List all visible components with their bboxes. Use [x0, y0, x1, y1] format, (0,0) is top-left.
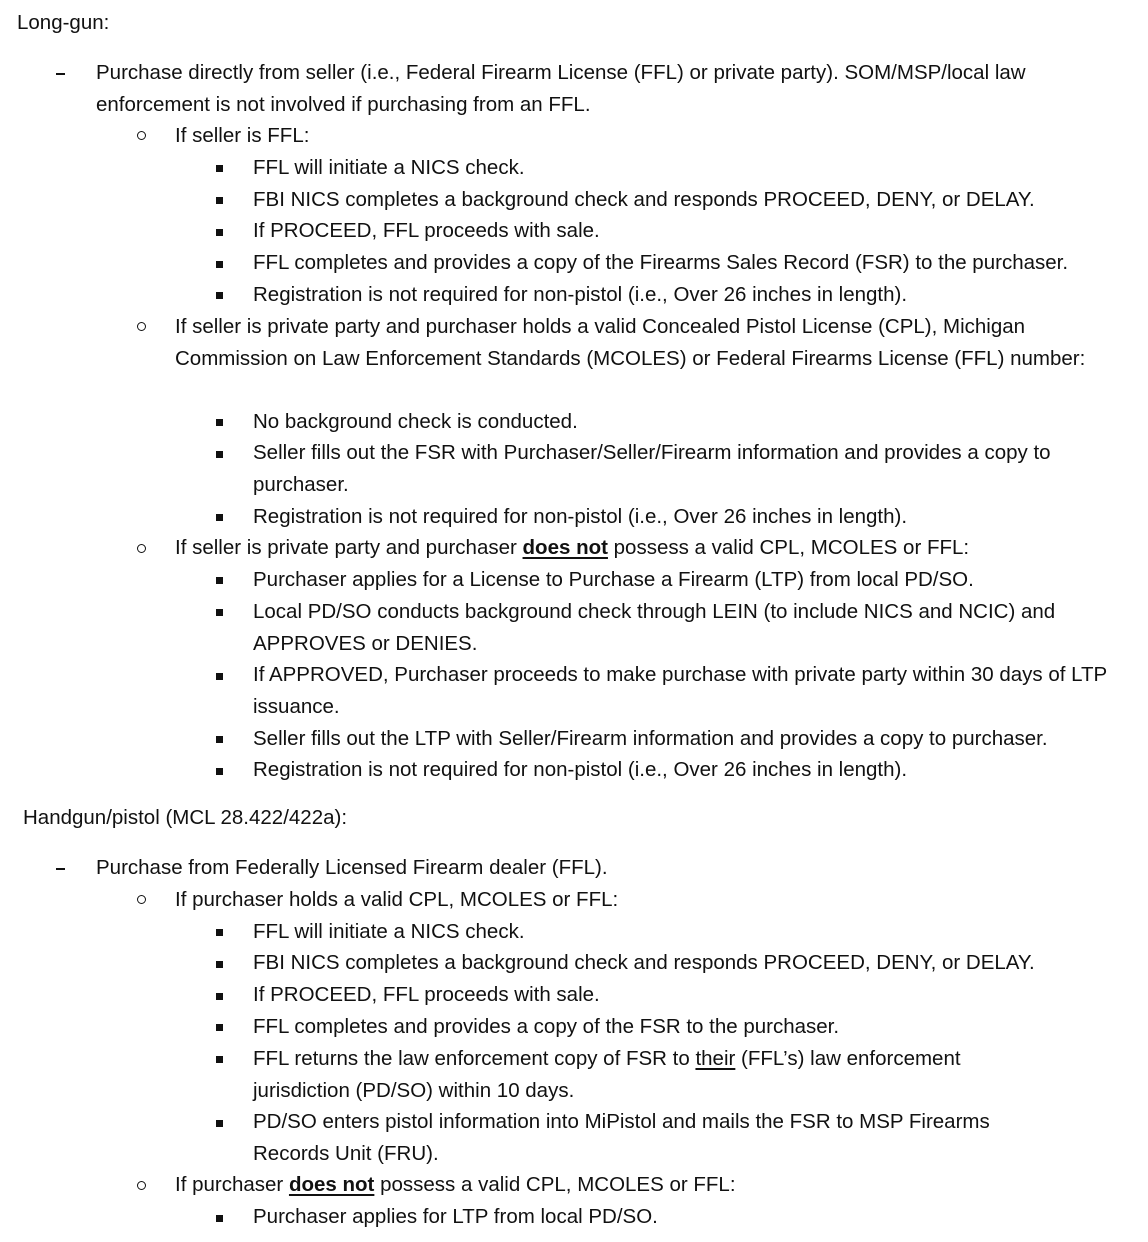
list-item: Local PD/SO conducts background check through LEIN (to include NICS and NCIC) and APPROVES or DENIES. — [253, 600, 1056, 655]
circle-bullet — [137, 895, 146, 904]
square-bullet — [216, 673, 223, 680]
list-item: FBI NICS completes a background check and responds PROCEED, DENY, or DELAY. — [253, 951, 1035, 974]
square-bullet — [216, 961, 223, 968]
square-bullet — [216, 609, 223, 616]
long-gun-heading: Long-gun: — [17, 11, 110, 34]
square-bullet — [216, 929, 223, 936]
square-bullet — [216, 419, 223, 426]
square-bullet — [216, 577, 223, 584]
handgun-purchase-text: Purchase from Federally Licensed Firearm dealer (FFL). — [96, 856, 608, 879]
list-item: No background check is conducted. — [253, 410, 578, 433]
dash-bullet — [56, 868, 65, 870]
square-bullet — [216, 1120, 223, 1127]
long-gun-private-cpl-heading: If seller is private party and purchaser holds a valid Concealed Pistol License (CPL), Michigan Commission on Law Enforcement Standards (MCOLES) or Federal Firearms License (FFL) number: — [175, 315, 1086, 370]
square-bullet — [216, 451, 223, 458]
list-item: If APPROVED, Purchaser proceeds to make purchase with private party within 30 days of LTP issuance. — [253, 663, 1107, 718]
handgun-cpl-heading: If purchaser holds a valid CPL, MCOLES or FFL: — [175, 888, 619, 911]
emphasis-does-not: does not — [522, 536, 608, 559]
square-bullet — [216, 229, 223, 236]
list-item: FFL completes and provides a copy of the FSR to the purchaser. — [253, 1015, 840, 1038]
emphasis-does-not: does not — [288, 1173, 375, 1196]
list-item: FFL will initiate a NICS check. — [253, 156, 525, 179]
list-item: Purchaser applies for a License to Purchase a Firearm (LTP) from local PD/SO. — [253, 568, 974, 591]
list-item: Registration is not required for non-pistol (i.e., Over 26 inches in length). — [253, 758, 908, 781]
handgun-heading: Handgun/pistol (MCL 28.422/422a): — [23, 806, 348, 829]
emphasis-their: their — [695, 1047, 736, 1070]
list-item: PD/SO enters pistol information into MiPistol and mails the FSR to MSP Firearms Records Unit (FRU). — [253, 1110, 990, 1165]
square-bullet — [216, 1215, 223, 1222]
long-gun-ffl-heading: If seller is FFL: — [175, 124, 310, 147]
list-item: Registration is not required for non-pistol (i.e., Over 26 inches in length). — [253, 505, 908, 528]
long-gun-purchase-text: Purchase directly from seller (i.e., Federal Firearm License (FFL) or private party). SOM/MSP/local law enforcement is not involved if purchasing from an FFL. — [96, 61, 1026, 116]
square-bullet — [216, 292, 223, 299]
long-gun-private-no-cpl-heading: If seller is private party and purchaser does not possess a valid CPL, MCOLES or FFL: — [175, 536, 970, 559]
square-bullet — [216, 165, 223, 172]
square-bullet — [216, 514, 223, 521]
handgun-no-cpl-heading: If purchaser does not possess a valid CPL, MCOLES or FFL: — [175, 1173, 736, 1196]
list-item: Purchaser applies for LTP from local PD/SO. — [253, 1205, 658, 1228]
list-item: Seller fills out the FSR with Purchaser/Seller/Firearm information and provides a copy to purchaser. — [253, 441, 1051, 496]
dash-bullet — [56, 73, 65, 75]
square-bullet — [216, 736, 223, 743]
square-bullet — [216, 197, 223, 204]
list-item: Seller fills out the LTP with Seller/Firearm information and provides a copy to purchaser. — [253, 727, 1048, 750]
list-item: If PROCEED, FFL proceeds with sale. — [253, 983, 600, 1006]
circle-bullet — [137, 544, 146, 553]
list-item: Registration is not required for non-pistol (i.e., Over 26 inches in length). — [253, 283, 908, 306]
list-item: If PROCEED, FFL proceeds with sale. — [253, 219, 600, 242]
circle-bullet — [137, 131, 146, 140]
square-bullet — [216, 993, 223, 1000]
square-bullet — [216, 261, 223, 268]
list-item: FFL returns the law enforcement copy of FSR to their (FFL’s) law enforcement jurisdiction (PD/SO) within 10 days. — [253, 1047, 961, 1102]
square-bullet — [216, 1024, 223, 1031]
circle-bullet — [137, 322, 146, 331]
circle-bullet — [137, 1181, 146, 1190]
list-item: FFL will initiate a NICS check. — [253, 920, 525, 943]
list-item: FFL completes and provides a copy of the Firearms Sales Record (FSR) to the purchaser. — [253, 251, 1069, 274]
square-bullet — [216, 1056, 223, 1063]
list-item: FBI NICS completes a background check and responds PROCEED, DENY, or DELAY. — [253, 188, 1035, 211]
square-bullet — [216, 768, 223, 775]
